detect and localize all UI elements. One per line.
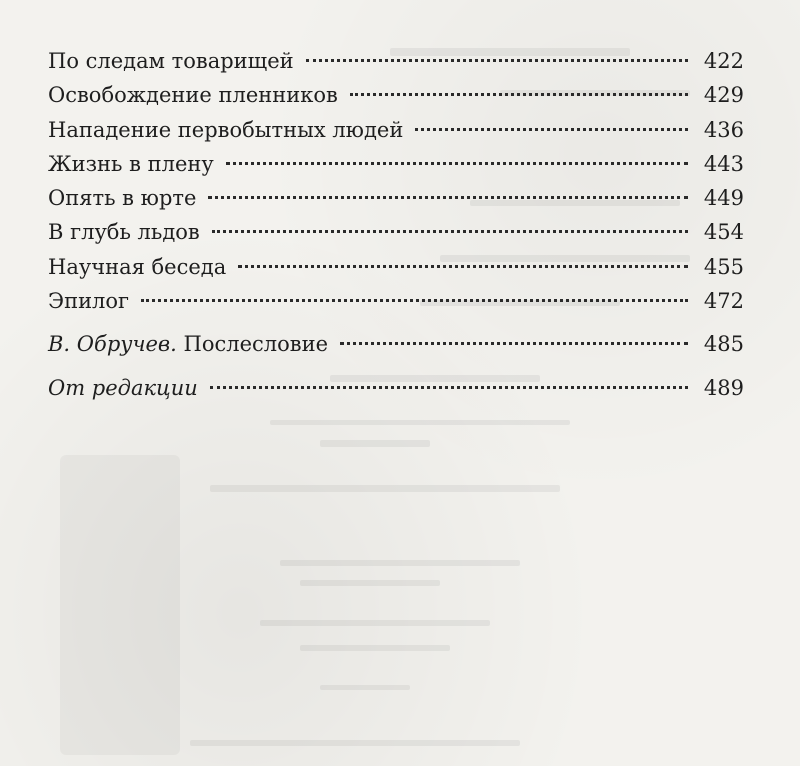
toc-entry-page: 472 (703, 289, 744, 314)
dot-leader (226, 162, 688, 165)
toc-entry-page: 443 (703, 151, 744, 176)
toc-entry-page: 454 (703, 220, 744, 245)
toc-entry (48, 113, 744, 147)
toc-entry-title: Нападение первобытных людей (48, 117, 404, 142)
toc-entry-title: Жизнь в плену (48, 151, 214, 176)
toc-entry-page: 489 (703, 375, 744, 400)
dot-leader (210, 386, 688, 389)
dot-leader (350, 93, 688, 96)
table-of-contents (48, 44, 744, 405)
toc-entry-title: Эпилог (48, 289, 130, 314)
toc-entry-title: По следам товарищей (48, 49, 294, 73)
toc-entry (48, 147, 744, 181)
toc-entry (48, 44, 744, 78)
dot-leader (306, 59, 688, 62)
toc-entry (48, 181, 744, 215)
toc-entry-title: Освобождение пленников (48, 83, 338, 108)
dot-leader (208, 196, 688, 199)
toc-entry-page: 436 (703, 117, 744, 142)
toc-entry-page: 422 (703, 49, 744, 73)
toc-entry-title: Научная беседа (48, 254, 227, 279)
toc-entry-page: 455 (703, 254, 744, 279)
dot-leader (238, 265, 688, 268)
toc-entry (48, 371, 744, 405)
toc-entry-page: 485 (703, 332, 744, 357)
toc-entry-page: 429 (703, 83, 744, 108)
toc-entry (48, 78, 744, 112)
dot-leader (415, 128, 688, 131)
toc-entry (48, 284, 744, 318)
toc-entry (48, 250, 744, 284)
toc-entry (48, 215, 744, 249)
dot-leader (141, 299, 688, 302)
dot-leader (340, 342, 688, 345)
toc-entry-title: От редакции (48, 375, 198, 400)
toc-entry (48, 327, 744, 361)
toc-entry-title: Опять в юрте (48, 186, 197, 211)
dot-leader (212, 230, 688, 233)
toc-entry-title: В глубь льдов (48, 220, 200, 245)
toc-entry-page: 449 (703, 186, 744, 211)
toc-entry-title: В. Обручев. Послесловие (48, 332, 328, 357)
